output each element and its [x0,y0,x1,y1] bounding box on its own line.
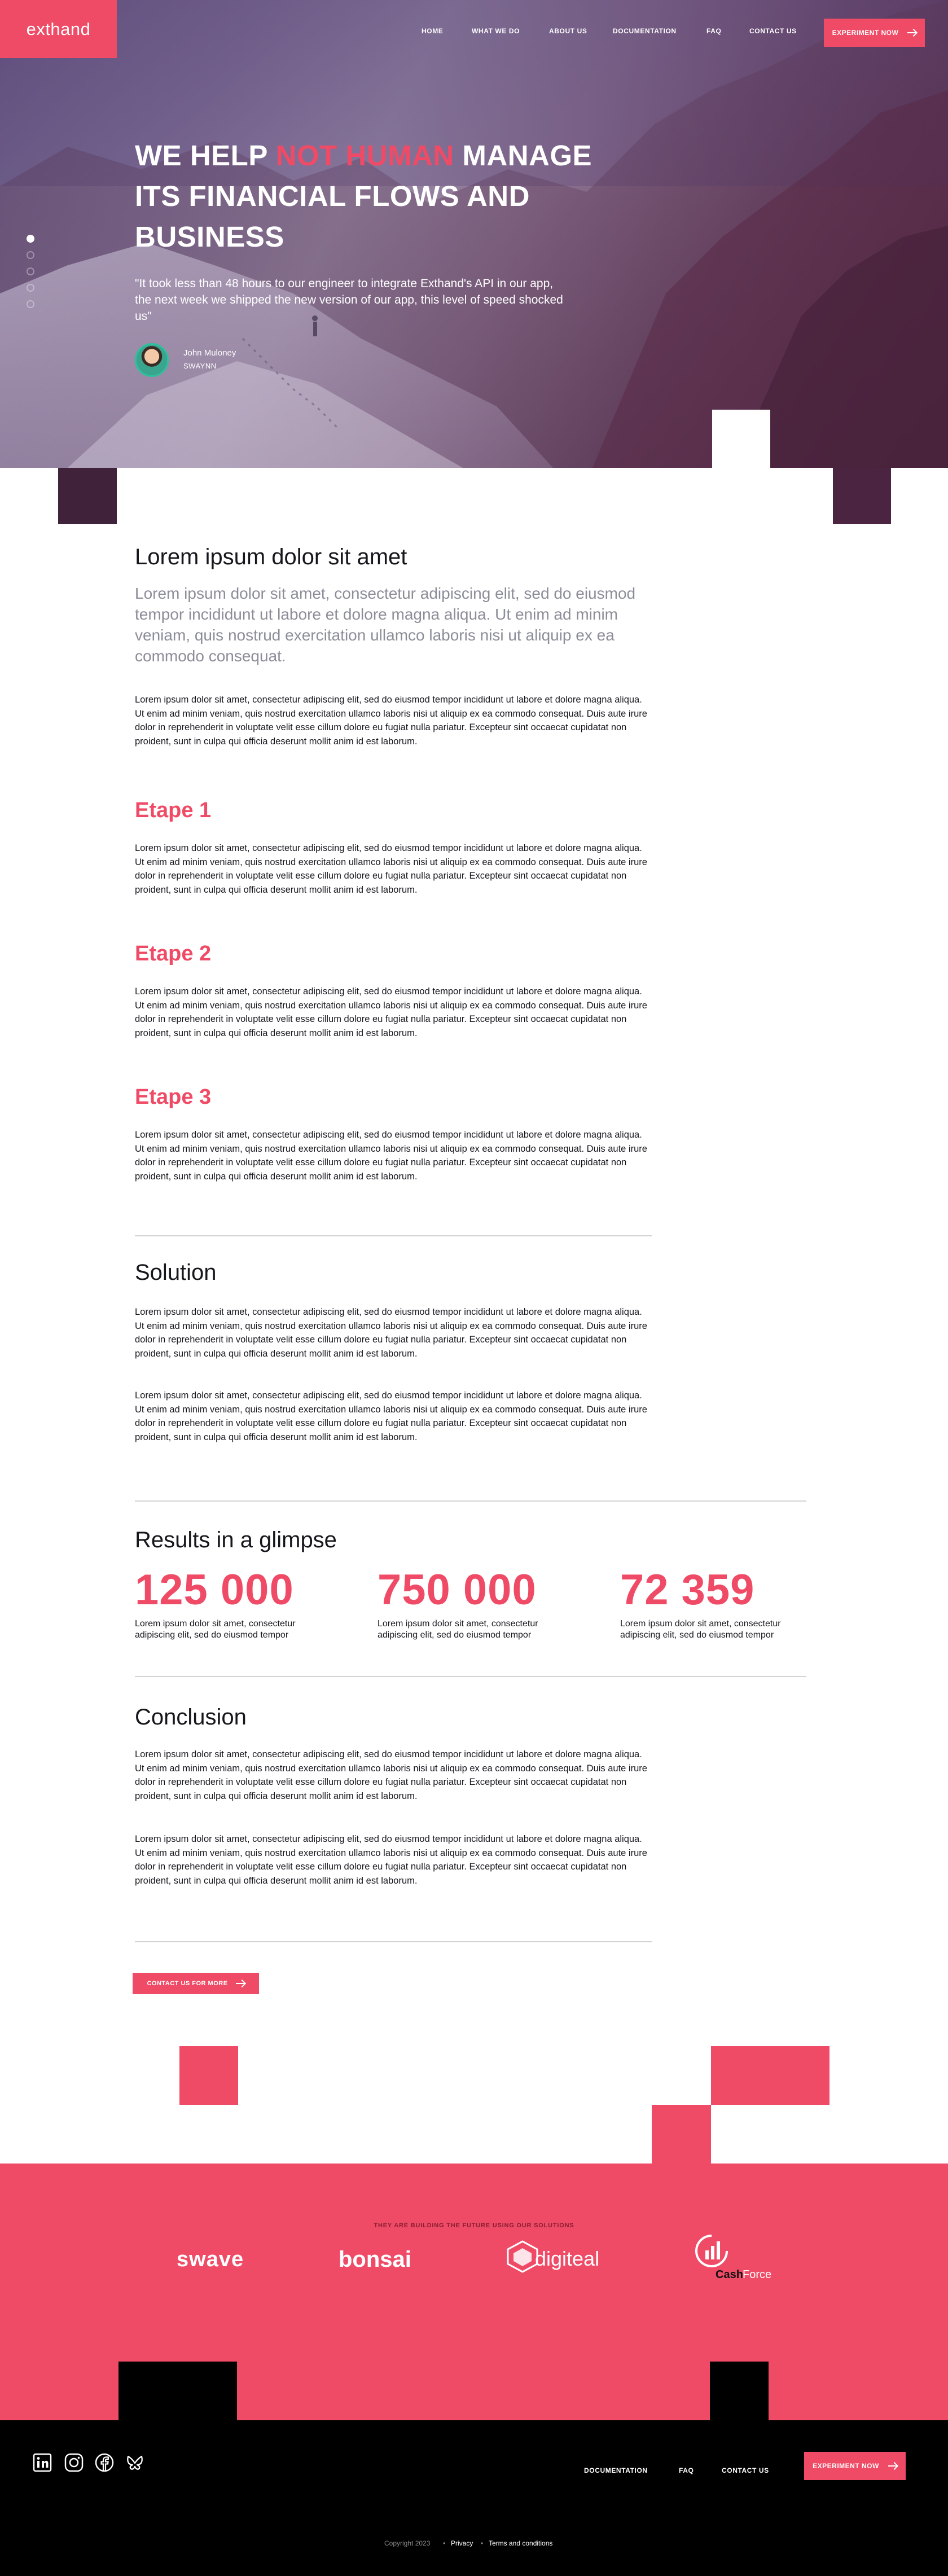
terms-link[interactable]: Terms and conditions [489,2539,553,2547]
hero-title-pre: WE HELP [135,139,276,172]
decorative-block [179,2046,238,2105]
cashforce-wordmark-cash: Cash [716,2268,743,2281]
stat-2-label: Lorem ipsum dolor sit amet, consectetur adipiscing elit, sed do eiusmod tempor [378,1619,538,1640]
legal-separator: • [443,2539,446,2547]
nav-item-contact-us[interactable]: CONTACT US [749,27,797,35]
brand-logo[interactable]: exthand [0,0,117,58]
digiteal-wordmark: digiteal [535,2247,600,2270]
arrow-right-icon [888,2465,897,2467]
article-intro: Lorem ipsum dolor sit amet, consectetur adipiscing elit, sed do eiusmod tempor incididunt ut labore et dolore magna aliqua. Ut enim ad minim veniam, quis nostrud exercitation ullamco laboris nisi ut aliquip ex ea commodo consequat. Duis aute irure dolor in reprehenderit in voluptate velit esse cillum dolore eu fugiat nulla pariatur. Excepteur sint occaecat cupidatat non proident, sunt in culpa qui officia deserunt mollit anim id est laborum. [135,695,647,747]
testimonial-author-name: John Muloney [183,348,236,358]
cashforce-chart-icon [694,2233,729,2268]
avatar [135,343,169,377]
legal-separator: • [481,2539,484,2547]
arrow-right-icon [236,1983,245,1984]
stat-1-value: 125 000 [135,1566,294,1614]
decorative-block [710,2362,769,2420]
partners-kicker: THEY ARE BUILDING THE FUTURE USING OUR SOLUTIONS [374,2222,574,2229]
nav-item-faq[interactable]: FAQ [706,27,722,35]
solution-paragraph-2: Lorem ipsum dolor sit amet, consectetur adipiscing elit, sed do eiusmod tempor incididunt ut labore et dolore magna aliqua. Ut enim ad minim veniam, quis nostrud exercitation ullamco laboris nisi ut aliquip ex ea commodo consequat. Duis aute irure dolor in reprehenderit in voluptate velit esse cillum dolore eu fugiat nulla pariatur. Excepteur sint occaecat cupidatat non proident, sunt in culpa qui officia deserunt mollit anim id est laborum. [135,1390,647,1442]
article-title: Lorem ipsum dolor sit amet [135,545,407,569]
conclusion-paragraph-1: Lorem ipsum dolor sit amet, consectetur adipiscing elit, sed do eiusmod tempor incididunt ut labore et dolore magna aliqua. Ut enim ad minim veniam, quis nostrud exercitation ullamco laboris nisi ut aliquip ex ea commodo consequat. Duis aute irure dolor in reprehenderit in voluptate velit esse cillum dolore eu fugiat nulla pariatur. Excepteur sint occaecat cupidatat non proident, sunt in culpa qui officia deserunt mollit anim id est laborum. [135,1749,647,1801]
cashforce-wordmark-force: Force [743,2268,772,2281]
footer-experiment-now-button[interactable] [804,2452,906,2480]
privacy-link[interactable]: Privacy [451,2539,473,2547]
footer-nav-faq[interactable]: FAQ [679,2467,694,2474]
nav-item-home[interactable]: HOME [422,27,444,35]
arrow-right-icon [907,32,916,33]
divider [135,1676,806,1677]
contact-us-for-more-button[interactable] [133,1973,259,1994]
conclusion-title: Conclusion [135,1705,247,1730]
hero-title [135,135,626,257]
stat-1 [135,1568,321,1641]
stat-2-value: 750 000 [378,1566,537,1614]
contact-us-for-more-label: CONTACT US FOR MORE [147,1980,228,1987]
article-lead: Lorem ipsum dolor sit amet, consectetur adipiscing elit, sed do eiusmod tempor incididunt ut labore et dolore magna aliqua. Ut enim ad minim veniam, quis nostrud exercitation ullamco laboris nisi ut aliquip ex ea commodo consequat. [135,585,636,665]
hero-title-highlight: NOT HUMAN [275,139,454,172]
stat-1-label: Lorem ipsum dolor sit amet, consectetur adipiscing elit, sed do eiusmod tempor [135,1619,296,1640]
divider [135,1235,652,1236]
slider-dot-3[interactable] [27,267,34,275]
slider-dot-5[interactable] [27,300,34,308]
hero-title-post: MANAGE ITS FINANCIAL FLOWS AND BUSINESS [135,139,592,253]
hero-section [0,0,948,468]
slider-dot-4[interactable] [27,284,34,292]
nav-item-what-we-do[interactable]: WHAT WE DO [472,27,520,35]
divider [135,1941,652,1942]
instagram-icon[interactable] [64,2453,84,2472]
footer-nav-contact-us[interactable]: CONTACT US [722,2467,769,2474]
footer-experiment-now-label: EXPERIMENT NOW [813,2462,879,2470]
decorative-block [118,2362,237,2420]
solution-title: Solution [135,1260,217,1285]
partner-logo-cashforce[interactable] [693,2233,783,2290]
step-2-text: Lorem ipsum dolor sit amet, consectetur adipiscing elit, sed do eiusmod tempor incididunt ut labore et dolore magna aliqua. Ut enim ad minim veniam, quis nostrud exercitation ullamco laboris nisi ut aliquip ex ea commodo consequat. Duis aute irure dolor in reprehenderit in voluptate velit esse cillum dolore eu fugiat nulla pariatur. Excepteur sint occaecat cupidatat non proident, sunt in culpa qui officia deserunt mollit anim id est laborum. [135,986,647,1038]
decorative-block [58,468,117,524]
step-2-title: Etape 2 [135,942,212,966]
stat-3-label: Lorem ipsum dolor sit amet, consectetur adipiscing elit, sed do eiusmod tempor [620,1619,781,1640]
partner-logo-swave[interactable]: swave [177,2248,244,2271]
main-nav [0,27,948,38]
decorative-block [652,2105,711,2164]
results-title: Results in a glimpse [135,1528,337,1552]
site-footer [0,2420,948,2576]
footer-legal [0,2539,948,2551]
stat-2 [378,1568,564,1641]
experiment-now-label: EXPERIMENT NOW [832,29,899,37]
nav-item-about-us[interactable]: ABOUT US [549,27,587,35]
nav-item-documentation[interactable]: DOCUMENTATION [613,27,677,35]
step-1-title: Etape 1 [135,798,212,822]
digiteal-hexagon-icon [507,2240,538,2273]
facebook-icon[interactable] [95,2453,114,2472]
stat-3 [620,1568,806,1641]
step-1-text: Lorem ipsum dolor sit amet, consectetur adipiscing elit, sed do eiusmod tempor incididunt ut labore et dolore magna aliqua. Ut enim ad minim veniam, quis nostrud exercitation ullamco laboris nisi ut aliquip ex ea commodo consequat. Duis aute irure dolor in reprehenderit in voluptate velit esse cillum dolore eu fugiat nulla pariatur. Excepteur sint occaecat cupidatat non proident, sunt in culpa qui officia deserunt mollit anim id est laborum. [135,843,647,895]
experiment-now-button[interactable] [824,19,925,47]
step-3-text: Lorem ipsum dolor sit amet, consectetur adipiscing elit, sed do eiusmod tempor incididunt ut labore et dolore magna aliqua. Ut enim ad minim veniam, quis nostrud exercitation ullamco laboris nisi ut aliquip ex ea commodo consequat. Duis aute irure dolor in reprehenderit in voluptate velit esse cillum dolore eu fugiat nulla pariatur. Excepteur sint occaecat cupidatat non proident, sunt in culpa qui officia deserunt mollit anim id est laborum. [135,1130,647,1182]
divider [135,1500,806,1502]
conclusion-paragraph-2: Lorem ipsum dolor sit amet, consectetur adipiscing elit, sed do eiusmod tempor incididunt ut labore et dolore magna aliqua. Ut enim ad minim veniam, quis nostrud exercitation ullamco laboris nisi ut aliquip ex ea commodo consequat. Duis aute irure dolor in reprehenderit in voluptate velit esse cillum dolore eu fugiat nulla pariatur. Excepteur sint occaecat cupidatat non proident, sunt in culpa qui officia deserunt mollit anim id est laborum. [135,1834,647,1886]
solution-paragraph-1: Lorem ipsum dolor sit amet, consectetur adipiscing elit, sed do eiusmod tempor incididunt ut labore et dolore magna aliqua. Ut enim ad minim veniam, quis nostrud exercitation ullamco laboris nisi ut aliquip ex ea commodo consequat. Duis aute irure dolor in reprehenderit in voluptate velit esse cillum dolore eu fugiat nulla pariatur. Excepteur sint occaecat cupidatat non proident, sunt in culpa qui officia deserunt mollit anim id est laborum. [135,1307,647,1359]
footer-nav-documentation[interactable]: DOCUMENTATION [584,2467,648,2474]
stat-3-value: 72 359 [620,1566,755,1614]
testimonial-author-company: SWAYNN [183,362,217,370]
step-3-title: Etape 3 [135,1085,212,1109]
slider-dot-2[interactable] [27,251,34,259]
decorative-block [833,468,891,524]
testimonial-quote: "It took less than 48 hours to our engineer to integrate Exthand's API in our app, the next week we shipped the new version of our app, this level of speed shocked us" [135,277,563,323]
slider-dot-1[interactable] [27,235,34,243]
partner-logo-digiteal[interactable] [507,2240,608,2274]
bluesky-icon[interactable] [125,2453,144,2472]
copyright-text: Copyright 2023 [384,2539,431,2547]
decorative-block [712,410,770,468]
decorative-block [711,2046,830,2105]
partner-logo-bonsai[interactable]: bonsai [339,2247,411,2272]
linkedin-icon[interactable] [33,2453,52,2472]
